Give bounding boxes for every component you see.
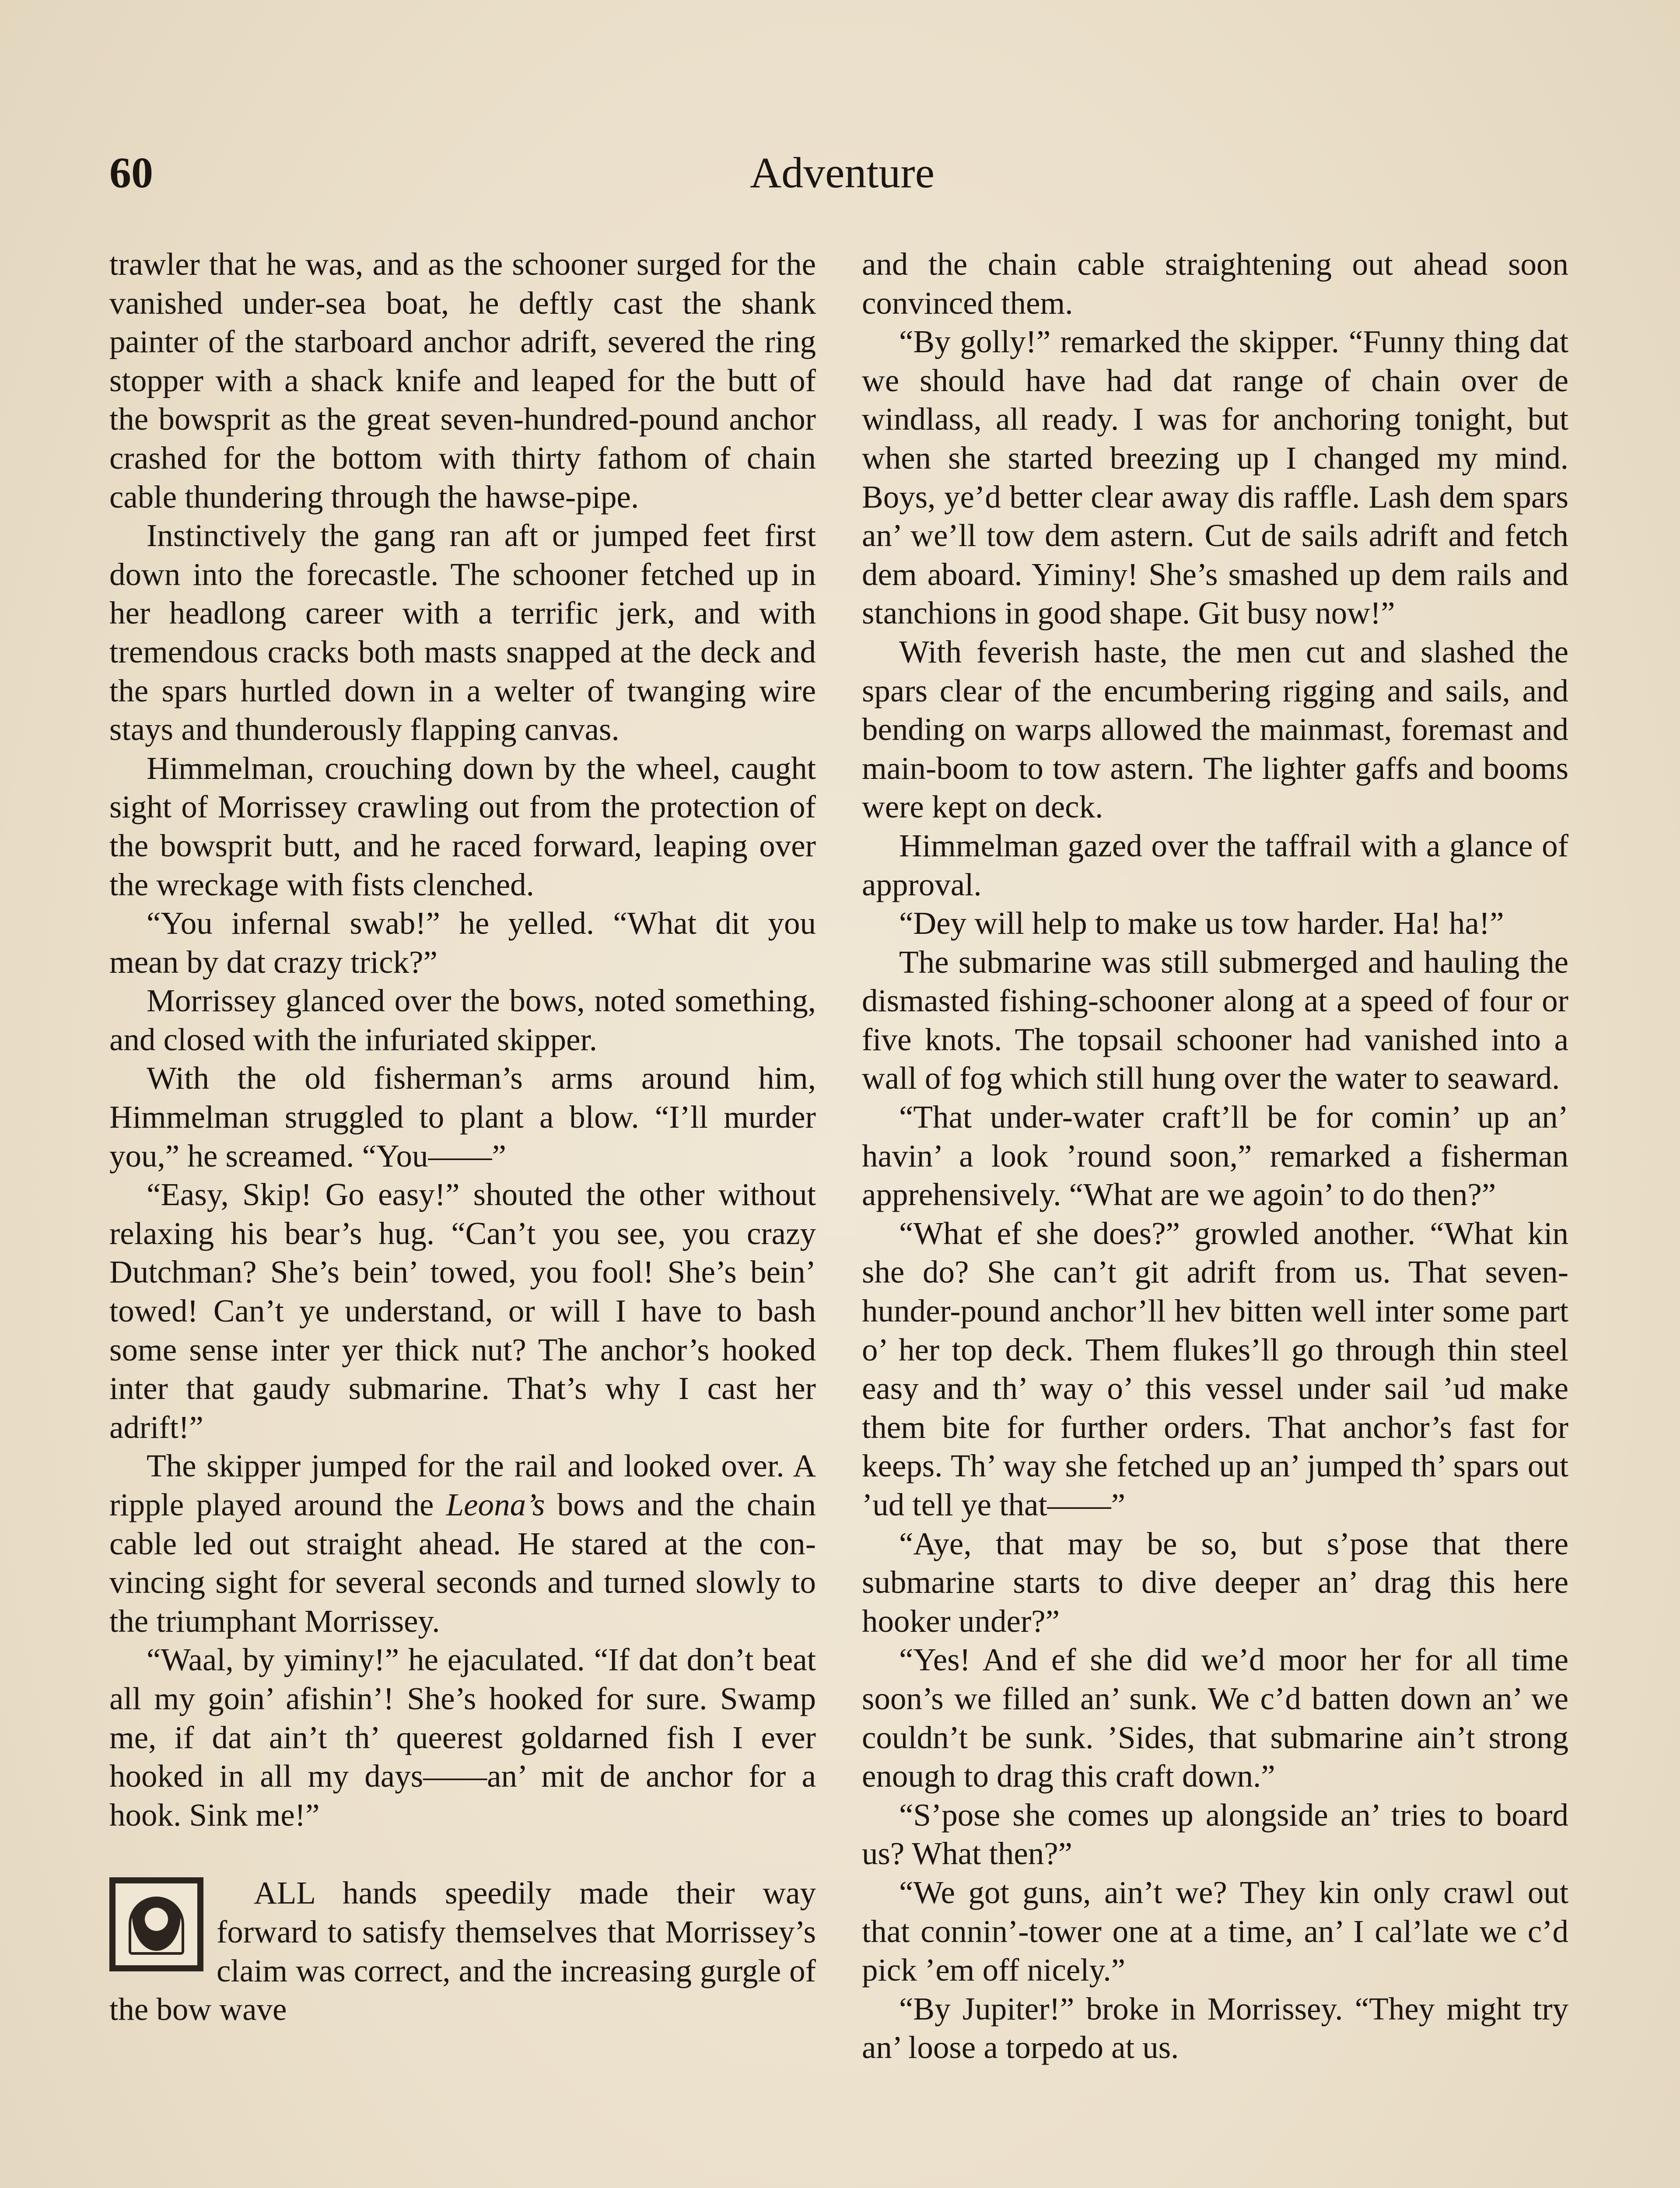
paragraph: “What ef she does?” growled another. “What kin she do? She can’t git adrift from us. That seven-hunder-pound anchor’ll hev bitten well inter some part o’ her top deck. Them flukes’ll go through thin steel easy and th’ way o’ this vessel under sail ’ud make them bite for further orders. That anchor’s fast for keeps. Th’ way she fetched up an’ jumped th’ spars out ’ud tell ye that——”: [862, 1215, 1568, 1522]
paragraph: “You infernal swab!” he yelled. “What dit you mean by dat crazy trick?”: [109, 905, 816, 980]
section-break: [109, 1834, 816, 1874]
paragraph: With feverish haste, the men cut and slashed the spars clear of the encumbering rigging and sails, and bending on warps allowed the mainmast, foremast and main-boom to tow astern. The lighter gaffs and booms were kept on deck.: [862, 634, 1568, 825]
page-number: 60: [109, 148, 153, 197]
paragraph: “By Jupiter!” broke in Morrissey. “They might try an’ loose a torpedo at us.: [862, 1991, 1568, 2065]
drop-cap-paragraph: [109, 1874, 816, 2029]
paragraph: Himmelman, crouching down by the wheel, caught sight of Morrissey crawling out from the protection of the bowsprit butt, and he raced forward, leaping over the wreckage with fists clenched.: [109, 750, 816, 902]
paragraph-text: bows and the chain cable led out straight ahead. He stared at the convincing sight for several seconds and turned slowly to the triumphant Morrissey.: [109, 1487, 816, 1639]
paragraph: “By golly!” remarked the skipper. “Funny thing dat we should have had dat range of chain over de windlass, all ready. I was for anchoring tonight, but when she started breezing up I changed my mind. Boys, ye’d better clear away dis raffle. Lash dem spars an’ we’ll tow dem astern. Cut de sails adrift and fetch dem aboard. Yiminy! She’s smashed up dem rails and stanchions in good shape. Git busy now!”: [862, 324, 1568, 631]
paragraph: The submarine was still submerged and hauling the dismasted fishing-schooner along at a speed of four or five knots. The topsail schooner had vanished into a wall of fog which still hung over the water to seaward.: [862, 944, 1568, 1096]
right-column: [862, 245, 1568, 2067]
paragraph: “That under-water craft’ll be for comin’ up an’ havin’ a look ’round soon,” remarked a fisherman apprehensively. “What are we agoin’ to do then?”: [862, 1099, 1568, 1213]
paragraph-text: The skipper jumped for the rail and looked over. A ripple played around the: [109, 1448, 816, 1522]
page-title: Adventure: [749, 148, 935, 197]
paragraph: “Dey will help to make us tow harder. Ha! ha!”: [899, 905, 1504, 941]
paragraph: and the chain cable straightening out ahead soon convinced them.: [862, 246, 1568, 321]
paragraph: [109, 1447, 816, 1641]
paragraph: “Waal, by yiminy!” he ejaculated. “If dat don’t beat all my goin’ afishin’! She’s hooked for sure. Swamp me, if dat ain’t th’ queerest goldarned fish I ever hooked in all my days——an’ mit de anchor for a hook. Sink me!”: [109, 1642, 816, 1833]
paragraph: “Easy, Skip! Go easy!” shouted the other without relaxing his bear’s hug. “Can’t you see, you crazy Dutchman? She’s bein’ towed, you fool! She’s bein’ towed! Can’t ye understand, or will I have to bash some sense inter yer thick nut? The anchor’s hooked inter that gaudy submarine. That’s why I cast her adrift!”: [109, 1177, 816, 1445]
page-header: [109, 140, 1575, 206]
paragraph: Himmelman gazed over the taffrail with a glance of approval.: [862, 828, 1568, 902]
paragraph: “Aye, that may be so, but s’pose that there submarine starts to dive deeper an’ drag this here hooker under?”: [862, 1525, 1568, 1639]
ornament-figure-icon: [109, 1877, 203, 1971]
paragraph: “We got guns, ain’t we? They kin only crawl out that connin’-tower one at a time, an’ I cal’late we c’d pick ’em off nicely.”: [862, 1874, 1568, 1988]
paragraph: Morrissey glanced over the bows, noted something, and closed with the infuriated skipper.: [109, 983, 816, 1057]
paragraph: “Yes! And ef she did we’d moor her for all time soon’s we filled an’ sunk. We c’d batten down an’ we couldn’t be sunk. ’Sides, that submarine ain’t strong enough to drag this craft down.”: [862, 1642, 1568, 1794]
paragraph: Instinctively the gang ran aft or jumped feet first down into the forecastle. The schooner fetched up in her headlong career with a terrific jerk, and with tremendous cracks both masts snapped at the deck and the spars hurtled down in a welter of twanging wire stays and thunderously flapping canvas.: [109, 518, 816, 747]
paragraph: “S’pose she comes up alongside an’ tries to board us? What then?”: [862, 1797, 1568, 1872]
paragraph: With the old fisherman’s arms around him, Himmelman struggled to plant a blow. “I’ll murder you,” he screamed. “You——”: [109, 1060, 816, 1174]
paragraph: trawler that he was, and as the schooner surged for the vanished under-sea boat, he deftly cast the shank painter of the starboard anchor adrift, severed the ring stopper with a shack knife and leaped for the butt of the bowsprit as the great seven-hundred-pound anchor crashed for the bottom with thirty fathom of chain cable thundering through the hawse-pipe.: [109, 246, 816, 515]
ship-name: Leona’s: [446, 1487, 545, 1522]
left-column: [109, 245, 816, 2029]
paragraph-text: ALL hands speedily made their way forward to satisfy themselves that Morrissey’s claim was correct, and the increasing gurgle of the bow wave: [109, 1875, 816, 2027]
